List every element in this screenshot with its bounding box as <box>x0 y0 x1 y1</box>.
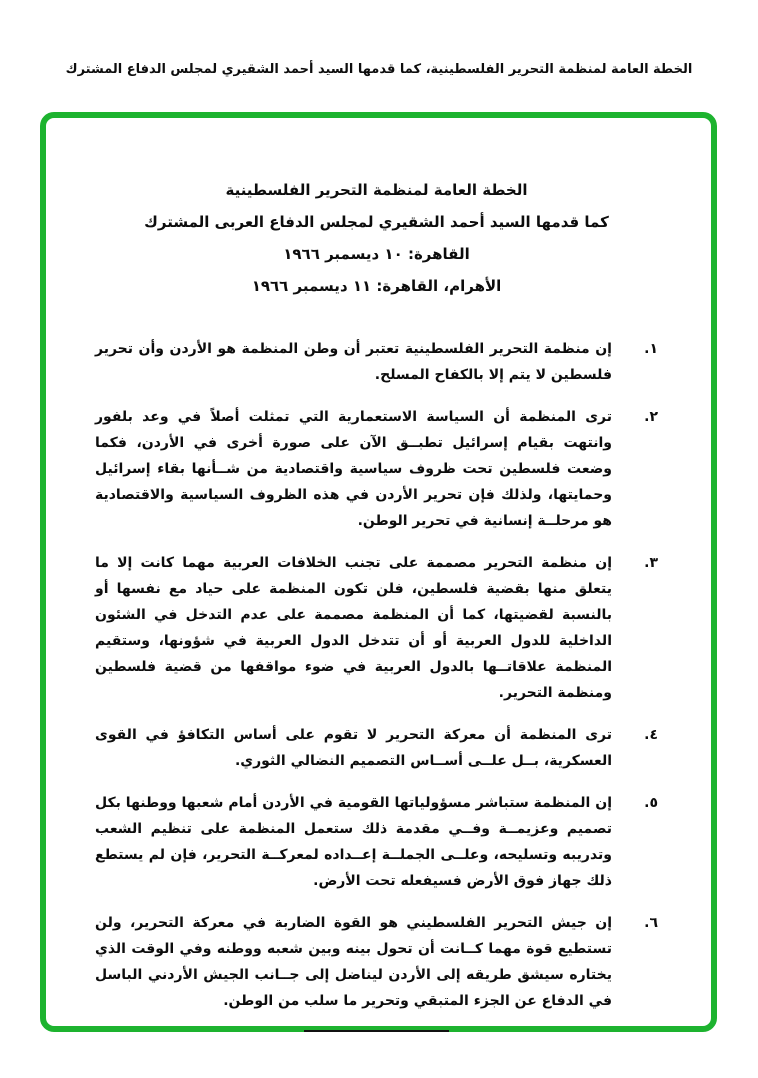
document-header <box>95 174 658 302</box>
paragraph-6 <box>95 910 658 1014</box>
paragraph-5-marker: ٥. <box>644 795 658 811</box>
paragraph-3-marker: ٣. <box>644 555 658 571</box>
header-date-line: القاهرة: ١٠ ديسمبر ١٩٦٦ <box>283 245 470 263</box>
header-source-line: الأهرام، القاهرة: ١١ ديسمبر ١٩٦٦ <box>251 277 502 295</box>
document-body <box>95 336 658 1032</box>
paragraph-4-marker: ٤. <box>644 727 658 743</box>
paragraph-6-marker: ٦. <box>644 915 658 931</box>
paragraph-6-text: إن جيش التحرير الفلسطيني هو القوة الضاربة في معركة التحرير، ولن تستطيع قوة مهما كــانت أن تحول بينه وبين شعبه ووطنه وفي الوقت الذي يختاره سيشق طريقه إلى الأردن ليناضل إلى جــانب الجيش الأردني الباسل في الدفاع عن الجزء المتبقي وتحرير ما سلب من الوطن. <box>95 915 612 1009</box>
page-title: الخطة العامة لمنظمة التحرير الفلسطينية، كما قدمها السيد أحمد الشقيري لمجلس الدفاع المشترك <box>65 62 693 77</box>
paragraph-4-text: ترى المنظمة أن معركة التحرير لا تقوم على أساس التكافؤ في القوى العسكرية، بــل علــى أســاس التصميم النضالي الثوري. <box>95 727 612 769</box>
header-title-line: الخطة العامة لمنظمة التحرير الفلسطينية <box>225 181 528 199</box>
paragraph-2 <box>95 404 658 534</box>
paragraph-1-marker: ١. <box>644 341 658 357</box>
paragraph-2-text: ترى المنظمة أن السياسة الاستعمارية التي تمثلت أصلاً في وعد بلفور وانتهت بقيام إسرائيل تطبــق الآن على صورة أخرى في الأردن، فكما وضعت فلسطين تحت ظروف سياسية واقتصادية من شــأنها بقاء إسرائيل وحمايتها، ولذلك فإن تحرير الأردن في هذه الظروف السياسية والاقتصادية هو مرحلــة إنسانية في تحرير الوطن. <box>95 409 612 529</box>
paragraph-1 <box>95 336 658 388</box>
paragraph-5-text: إن المنظمة ستباشر مسؤولياتها القومية في الأردن أمام شعبها ووطنها بكل تصميم وعزيمــة وفــي مقدمة ذلك ستعمل المنظمة على تنظيم الشعب وتدريبه وتسليحه، وعلــى الجملــة إعــداده لمعركــة التحرير، فإن لم يستطع ذلك جهاز فوق الأرض فسيفعله تحت الأرض. <box>95 795 612 889</box>
paragraph-2-marker: ٢. <box>644 409 658 425</box>
paragraph-5 <box>95 790 658 894</box>
document-frame <box>40 112 717 1032</box>
document-content <box>46 118 711 1026</box>
section-divider <box>304 1030 449 1032</box>
paragraph-3 <box>95 550 658 706</box>
paragraph-1-text: إن منظمة التحرير الفلسطينية تعتبر أن وطن المنظمة هو الأردن وأن تحرير فلسطين لا يتم إلا بالكفاح المسلح. <box>95 341 612 383</box>
header-subtitle-line: كما قدمها السيد أحمد الشقيري لمجلس الدفاع العربى المشترك <box>144 213 609 231</box>
paragraph-3-text: إن منظمة التحرير مصممة على تجنب الخلافات العربية مهما كانت إلا ما يتعلق منها بقضية فلسطين، فلن تكون المنظمة على حياد مع نفسها أو بالنسبة لقضيتها، كما أن المنظمة مصممة على عدم التدخل في الشئون الداخلية للدول العربية أو أن تتدخل الدول العربية في شؤونها، وستقيم المنظمة علاقاتــها بالدول العربية في ضوء مواقفها من قضية فلسطين ومنظمة التحرير. <box>95 555 612 701</box>
paragraph-4 <box>95 722 658 774</box>
